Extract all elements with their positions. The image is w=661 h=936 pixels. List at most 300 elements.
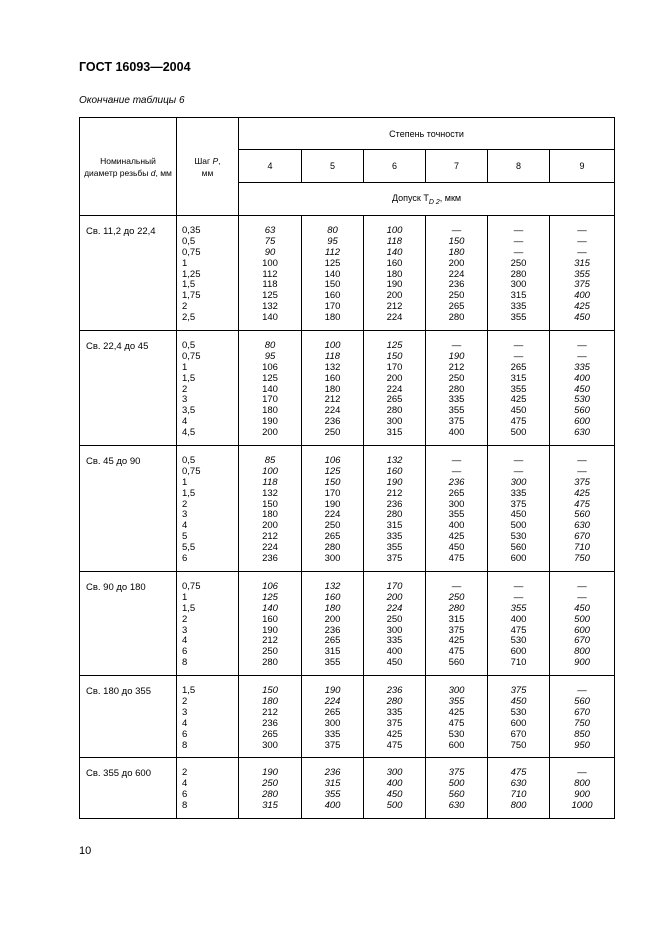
tolerance-value: 212 bbox=[448, 361, 465, 373]
pitch-value: 2 bbox=[182, 695, 188, 707]
tolerance-value: 236 bbox=[386, 498, 403, 510]
tolerance-value: — bbox=[451, 340, 462, 352]
tolerance-value: 375 bbox=[574, 279, 590, 291]
tolerance-value: 530 bbox=[510, 706, 527, 718]
pitch-value: 8 bbox=[182, 739, 188, 751]
pitch-value: 0,75 bbox=[182, 350, 201, 362]
tolerance-value: 400 bbox=[448, 520, 465, 532]
tolerance-value: — bbox=[577, 225, 587, 236]
tolerance-value: — bbox=[451, 580, 462, 592]
grade-header-4: 4 bbox=[239, 150, 302, 183]
pitch-header: Шаг P, мм bbox=[177, 118, 239, 216]
tolerance-cell-grade-7 bbox=[426, 571, 488, 675]
table-row bbox=[80, 216, 615, 331]
tolerance-value: 300 bbox=[510, 476, 527, 488]
tolerance-value: 670 bbox=[574, 635, 590, 647]
tolerance-value: 265 bbox=[262, 728, 278, 740]
tolerance-value: — bbox=[513, 455, 524, 467]
tolerance-value: 224 bbox=[324, 695, 341, 707]
tolerance-value: 530 bbox=[448, 728, 465, 740]
tolerance-value: 355 bbox=[324, 789, 341, 801]
tolerance-value: 100 bbox=[324, 340, 341, 352]
tolerance-value: 250 bbox=[324, 520, 341, 532]
tolerance-value: 212 bbox=[386, 301, 403, 313]
tolerance-value: 224 bbox=[262, 542, 278, 554]
tolerance-value: 300 bbox=[324, 553, 341, 565]
tolerance-value: 180 bbox=[262, 405, 278, 417]
tolerance-value: 475 bbox=[448, 717, 465, 729]
tolerance-value: 150 bbox=[324, 279, 341, 291]
tolerance-cell-grade-5 bbox=[302, 571, 364, 675]
diameter-cell: Св. 90 до 180 bbox=[80, 571, 177, 675]
tolerance-value: 335 bbox=[448, 394, 465, 406]
pitch-value: 5,5 bbox=[182, 542, 196, 554]
tolerance-value: 150 bbox=[262, 498, 278, 510]
tolerance-value: 95 bbox=[264, 350, 276, 362]
tolerance-value: — bbox=[577, 580, 587, 592]
tolerance-value: — bbox=[451, 455, 462, 467]
tolerance-cell-grade-9 bbox=[550, 676, 615, 758]
tolerance-value: 315 bbox=[510, 372, 527, 384]
diameter-header: Номинальный диаметр резьбы d, мм bbox=[80, 118, 177, 216]
tolerance-value: 125 bbox=[262, 290, 278, 302]
tolerance-value: 100 bbox=[386, 225, 403, 236]
tolerance-value: 190 bbox=[262, 767, 278, 779]
diameter-cell: Св. 11,2 до 22,4 bbox=[80, 216, 177, 331]
tolerance-value: 150 bbox=[386, 350, 403, 362]
table-row bbox=[80, 331, 615, 446]
tolerance-value: — bbox=[451, 465, 462, 477]
pitch-value: 3 bbox=[182, 509, 188, 521]
tolerance-value: 200 bbox=[262, 520, 278, 532]
tolerance-value: 280 bbox=[262, 657, 278, 669]
tolerance-value: 670 bbox=[574, 531, 590, 543]
tolerance-value: 1000 bbox=[571, 800, 593, 812]
tolerance-value: 200 bbox=[448, 257, 465, 269]
tolerance-value: 560 bbox=[574, 509, 590, 521]
tolerance-value: 100 bbox=[262, 465, 278, 477]
tolerance-value: — bbox=[577, 685, 587, 697]
tolerance-cell-grade-9 bbox=[550, 331, 615, 446]
grade-header-9: 9 bbox=[550, 150, 615, 183]
tolerance-value: 160 bbox=[324, 372, 341, 384]
tolerance-cell-grade-8 bbox=[488, 216, 550, 331]
tolerance-value: 150 bbox=[262, 685, 278, 697]
tolerance-value: 300 bbox=[510, 279, 527, 291]
tolerance-value: 425 bbox=[574, 487, 590, 499]
tolerance-value: 630 bbox=[574, 427, 590, 439]
tolerance-value: 140 bbox=[262, 383, 278, 395]
tolerance-value: 375 bbox=[510, 685, 527, 697]
pitch-value: 1 bbox=[182, 476, 188, 488]
pitch-cell bbox=[177, 216, 239, 331]
tolerance-value: 265 bbox=[510, 361, 527, 373]
grade-header-6: 6 bbox=[364, 150, 426, 183]
tolerance-value: 280 bbox=[448, 383, 465, 395]
tolerance-cell-grade-5 bbox=[302, 446, 364, 572]
tolerance-value: 190 bbox=[386, 476, 403, 488]
pitch-value: 6 bbox=[182, 789, 188, 801]
accuracy-header: Степень точности bbox=[239, 118, 615, 150]
tolerance-value: 500 bbox=[574, 613, 590, 625]
pitch-value: 1,5 bbox=[182, 685, 196, 697]
tolerance-value: 425 bbox=[574, 301, 590, 313]
tolerance-value: 265 bbox=[324, 706, 341, 718]
tolerance-value: 630 bbox=[574, 520, 590, 532]
tolerance-value: 750 bbox=[574, 717, 590, 729]
table-caption: Окончание таблицы 6 bbox=[79, 95, 185, 106]
tolerance-table bbox=[79, 117, 615, 819]
tolerance-cell-grade-7 bbox=[426, 676, 488, 758]
pitch-value: 2 bbox=[182, 498, 188, 510]
tolerance-value: 450 bbox=[386, 789, 403, 801]
tolerance-value: 90 bbox=[264, 246, 276, 258]
tolerance-value: 180 bbox=[262, 509, 278, 521]
tolerance-value: 118 bbox=[262, 476, 278, 488]
tolerance-value: 190 bbox=[324, 498, 341, 510]
tolerance-value: 180 bbox=[386, 268, 403, 280]
tolerance-value: 425 bbox=[386, 728, 403, 740]
tolerance-value: 280 bbox=[262, 789, 278, 801]
tolerance-value: 236 bbox=[324, 416, 341, 428]
tolerance-value: 450 bbox=[574, 602, 590, 614]
tolerance-value: 375 bbox=[448, 767, 465, 779]
tolerance-value: 300 bbox=[262, 739, 278, 751]
tolerance-value: 475 bbox=[510, 624, 527, 636]
tolerance-value: 300 bbox=[386, 767, 403, 779]
pitch-value: 8 bbox=[182, 800, 188, 812]
tolerance-value: 400 bbox=[386, 646, 403, 658]
tolerance-value: 450 bbox=[448, 542, 465, 554]
tolerance-value: 355 bbox=[386, 542, 403, 554]
tolerance-value: 400 bbox=[324, 800, 341, 812]
tolerance-value: — bbox=[577, 591, 587, 603]
tolerance-value: 190 bbox=[262, 416, 278, 428]
diameter-cell: Св. 22,4 до 45 bbox=[80, 331, 177, 446]
tolerance-value: 265 bbox=[448, 487, 465, 499]
pitch-value: 1,5 bbox=[182, 279, 196, 291]
tolerance-value: 180 bbox=[324, 312, 341, 324]
tolerance-value: 630 bbox=[510, 778, 527, 790]
tolerance-cell-grade-9 bbox=[550, 446, 615, 572]
pitch-value: 0,5 bbox=[182, 455, 196, 467]
tolerance-value: 425 bbox=[448, 706, 465, 718]
tolerance-value: 125 bbox=[386, 340, 403, 352]
tolerance-value: 250 bbox=[510, 257, 527, 269]
tolerance-value: 200 bbox=[324, 613, 341, 625]
tolerance-value: 335 bbox=[510, 487, 527, 499]
tolerance-value: 280 bbox=[510, 268, 527, 280]
tolerance-value: 900 bbox=[574, 789, 590, 801]
tolerance-value: 170 bbox=[324, 301, 341, 313]
pitch-value: 4 bbox=[182, 778, 188, 790]
pitch-value: 3 bbox=[182, 624, 188, 636]
tolerance-value: 236 bbox=[324, 767, 341, 779]
tolerance-value: 250 bbox=[262, 646, 278, 658]
pitch-value: 1,75 bbox=[182, 290, 201, 302]
tolerance-value: 224 bbox=[386, 383, 403, 395]
tolerance-value: 265 bbox=[324, 531, 341, 543]
tolerance-value: 80 bbox=[264, 340, 276, 352]
tolerance-value: — bbox=[577, 340, 587, 352]
tolerance-value: 132 bbox=[386, 455, 403, 467]
tolerance-value: 106 bbox=[262, 580, 278, 592]
tolerance-value: 600 bbox=[510, 717, 527, 729]
tolerance-value: 236 bbox=[448, 279, 465, 291]
tolerance-value: 190 bbox=[386, 279, 403, 291]
tolerance-value: 600 bbox=[448, 739, 465, 751]
tolerance-value: 118 bbox=[262, 279, 278, 291]
tolerance-value: — bbox=[513, 235, 524, 247]
tolerance-value: 670 bbox=[574, 706, 590, 718]
tolerance-value: 280 bbox=[386, 509, 403, 521]
tolerance-cell-grade-7 bbox=[426, 758, 488, 819]
tolerance-value: 125 bbox=[324, 465, 341, 477]
tolerance-value: 250 bbox=[386, 613, 403, 625]
tolerance-value: 75 bbox=[264, 235, 276, 247]
tolerance-value: 600 bbox=[574, 416, 590, 428]
tolerance-value: 400 bbox=[510, 613, 527, 625]
tolerance-value: 236 bbox=[324, 624, 341, 636]
tolerance-value: 80 bbox=[327, 225, 338, 236]
tolerance-cell-grade-4 bbox=[239, 571, 302, 675]
tolerance-value: 335 bbox=[386, 635, 403, 647]
pitch-cell bbox=[177, 758, 239, 819]
tolerance-value: 300 bbox=[448, 498, 465, 510]
tolerance-value: 106 bbox=[262, 361, 278, 373]
tolerance-value: 355 bbox=[324, 657, 341, 669]
pitch-value: 0,75 bbox=[182, 465, 201, 477]
tolerance-cell-grade-4 bbox=[239, 331, 302, 446]
tolerance-value: 355 bbox=[574, 268, 590, 280]
tolerance-value: — bbox=[577, 455, 587, 467]
pitch-value: 6 bbox=[182, 728, 188, 740]
pitch-value: 0,5 bbox=[182, 235, 196, 247]
tolerance-value: — bbox=[577, 246, 587, 258]
pitch-value: 0,75 bbox=[182, 580, 201, 592]
tolerance-value: 280 bbox=[386, 405, 403, 417]
table-row bbox=[80, 446, 615, 572]
tolerance-value: 160 bbox=[324, 290, 341, 302]
tolerance-value: 355 bbox=[510, 602, 527, 614]
tolerance-value: 900 bbox=[574, 657, 590, 669]
pitch-value: 1,5 bbox=[182, 487, 196, 499]
pitch-cell bbox=[177, 676, 239, 758]
tolerance-value: — bbox=[513, 591, 524, 603]
tolerance-value: 200 bbox=[262, 427, 278, 439]
tolerance-value: 800 bbox=[574, 778, 590, 790]
tolerance-value: 300 bbox=[386, 416, 403, 428]
tolerance-value: 630 bbox=[448, 800, 465, 812]
tolerance-header: Допуск $T_{D 2}$, мкм bbox=[239, 183, 615, 216]
tolerance-value: 400 bbox=[574, 372, 590, 384]
tolerance-value: 475 bbox=[510, 767, 527, 779]
tolerance-value: 250 bbox=[324, 427, 341, 439]
tolerance-value: 375 bbox=[510, 498, 527, 510]
tolerance-value: 236 bbox=[262, 553, 278, 565]
tolerance-cell-grade-4 bbox=[239, 758, 302, 819]
pitch-value: 3 bbox=[182, 706, 188, 718]
diameter-cell: Св. 180 до 355 bbox=[80, 676, 177, 758]
tolerance-value: 95 bbox=[327, 235, 338, 247]
tolerance-value: 375 bbox=[386, 553, 403, 565]
tolerance-value: 300 bbox=[386, 624, 403, 636]
pitch-cell bbox=[177, 446, 239, 572]
tolerance-cell-grade-6 bbox=[364, 446, 426, 572]
tolerance-value: 560 bbox=[448, 789, 465, 801]
tolerance-value: 280 bbox=[448, 312, 465, 324]
tolerance-value: 450 bbox=[574, 312, 590, 324]
tolerance-value: 112 bbox=[262, 268, 278, 280]
tolerance-value: 375 bbox=[574, 476, 590, 488]
tolerance-value: 475 bbox=[574, 498, 590, 510]
tolerance-value: 118 bbox=[324, 350, 341, 362]
tolerance-value: 450 bbox=[510, 509, 527, 521]
tolerance-cell-grade-8 bbox=[488, 758, 550, 819]
tolerance-value: 140 bbox=[262, 312, 278, 324]
tolerance-value: 335 bbox=[574, 361, 590, 373]
pitch-value: 4,5 bbox=[182, 427, 196, 439]
tolerance-value: 475 bbox=[386, 739, 403, 751]
tolerance-value: 670 bbox=[510, 728, 527, 740]
grade-header-5: 5 bbox=[302, 150, 364, 183]
pitch-value: 1 bbox=[182, 361, 188, 373]
tolerance-value: 265 bbox=[448, 301, 465, 313]
tolerance-value: 335 bbox=[324, 728, 341, 740]
tolerance-value: 180 bbox=[324, 602, 341, 614]
pitch-value: 1 bbox=[182, 591, 188, 603]
tolerance-cell-grade-5 bbox=[302, 331, 364, 446]
tolerance-cell-grade-6 bbox=[364, 758, 426, 819]
table-row bbox=[80, 571, 615, 675]
tolerance-value: 315 bbox=[510, 290, 527, 302]
tolerance-value: — bbox=[513, 225, 524, 236]
tolerance-value: 150 bbox=[324, 476, 341, 488]
tolerance-value: 425 bbox=[448, 531, 465, 543]
tolerance-value: 600 bbox=[510, 553, 527, 565]
tolerance-value: 475 bbox=[448, 646, 465, 658]
tolerance-value: — bbox=[513, 340, 524, 352]
tolerance-value: 200 bbox=[386, 372, 403, 384]
tolerance-value: 500 bbox=[510, 520, 527, 532]
tolerance-value: 450 bbox=[510, 405, 527, 417]
tolerance-value: 160 bbox=[386, 257, 403, 269]
pitch-value: 2 bbox=[182, 301, 188, 313]
tolerance-value: 560 bbox=[574, 405, 590, 417]
tolerance-value: 125 bbox=[262, 591, 278, 603]
tolerance-value: 250 bbox=[262, 778, 278, 790]
tolerance-value: 375 bbox=[386, 717, 403, 729]
tolerance-value: 710 bbox=[510, 789, 527, 801]
tolerance-cell-grade-8 bbox=[488, 676, 550, 758]
pitch-value: 1,5 bbox=[182, 602, 196, 614]
tolerance-value: 212 bbox=[324, 394, 341, 406]
tolerance-cell-grade-4 bbox=[239, 676, 302, 758]
tolerance-value: — bbox=[451, 225, 462, 236]
tolerance-value: 160 bbox=[262, 613, 278, 625]
tolerance-cell-grade-7 bbox=[426, 446, 488, 572]
pitch-value: 2,5 bbox=[182, 312, 196, 324]
tolerance-value: 125 bbox=[324, 257, 341, 269]
tolerance-value: 190 bbox=[324, 685, 341, 697]
tolerance-value: 400 bbox=[448, 427, 465, 439]
grade-header-8: 8 bbox=[488, 150, 550, 183]
tolerance-value: — bbox=[577, 350, 587, 362]
tolerance-value: — bbox=[577, 465, 587, 477]
pitch-value: 2 bbox=[182, 767, 188, 779]
table-row bbox=[80, 676, 615, 758]
tolerance-cell-grade-6 bbox=[364, 331, 426, 446]
tolerance-cell-grade-6 bbox=[364, 676, 426, 758]
tolerance-cell-grade-5 bbox=[302, 676, 364, 758]
tolerance-value: 100 bbox=[262, 257, 278, 269]
tolerance-value: 750 bbox=[510, 739, 527, 751]
pitch-cell bbox=[177, 571, 239, 675]
tolerance-cell-grade-8 bbox=[488, 331, 550, 446]
tolerance-value: 335 bbox=[510, 301, 527, 313]
tolerance-value: — bbox=[577, 235, 587, 247]
tolerance-value: 224 bbox=[386, 602, 403, 614]
tolerance-value: 170 bbox=[386, 580, 403, 592]
tolerance-value: 212 bbox=[262, 531, 278, 543]
pitch-value: 6 bbox=[182, 553, 188, 565]
tolerance-cell-grade-6 bbox=[364, 216, 426, 331]
pitch-value: 4 bbox=[182, 520, 188, 532]
tolerance-value: 106 bbox=[324, 455, 341, 467]
tolerance-value: 200 bbox=[386, 290, 403, 302]
tolerance-value: — bbox=[513, 350, 524, 362]
tolerance-value: 236 bbox=[448, 476, 465, 488]
tolerance-value: 250 bbox=[448, 591, 465, 603]
tolerance-value: — bbox=[577, 767, 587, 779]
tolerance-value: 300 bbox=[448, 685, 465, 697]
tolerance-value: 180 bbox=[262, 695, 278, 707]
tolerance-value: 315 bbox=[386, 520, 403, 532]
tolerance-value: 315 bbox=[448, 613, 465, 625]
tolerance-cell-grade-7 bbox=[426, 216, 488, 331]
tolerance-value: 170 bbox=[324, 487, 341, 499]
pitch-value: 6 bbox=[182, 646, 188, 658]
tolerance-value: 315 bbox=[386, 427, 403, 439]
tolerance-value: 118 bbox=[386, 235, 403, 247]
tolerance-value: 150 bbox=[448, 235, 465, 247]
diameter-cell: Св. 355 до 600 bbox=[80, 758, 177, 819]
tolerance-value: 315 bbox=[324, 646, 341, 658]
tolerance-value: 710 bbox=[510, 657, 527, 669]
pitch-value: 4 bbox=[182, 635, 188, 647]
pitch-value: 4 bbox=[182, 717, 188, 729]
tolerance-value: 450 bbox=[510, 695, 527, 707]
tolerance-value: 950 bbox=[574, 739, 590, 751]
tolerance-value: 355 bbox=[510, 312, 527, 324]
tolerance-value: 315 bbox=[574, 257, 590, 269]
tolerance-value: 450 bbox=[386, 657, 403, 669]
tolerance-value: 375 bbox=[324, 739, 341, 751]
pitch-value: 5 bbox=[182, 531, 188, 543]
tolerance-value: 500 bbox=[448, 778, 465, 790]
tolerance-cell-grade-5 bbox=[302, 758, 364, 819]
tolerance-value: 212 bbox=[262, 706, 278, 718]
tolerance-value: 355 bbox=[448, 405, 465, 417]
tolerance-value: 400 bbox=[386, 778, 403, 790]
diameter-cell: Св. 45 до 90 bbox=[80, 446, 177, 572]
tolerance-value: 600 bbox=[510, 646, 527, 658]
tolerance-cell-grade-6 bbox=[364, 571, 426, 675]
tolerance-value: 112 bbox=[324, 246, 341, 258]
tolerance-value: 160 bbox=[324, 591, 341, 603]
pitch-value: 2 bbox=[182, 383, 188, 395]
tolerance-value: — bbox=[513, 580, 524, 592]
